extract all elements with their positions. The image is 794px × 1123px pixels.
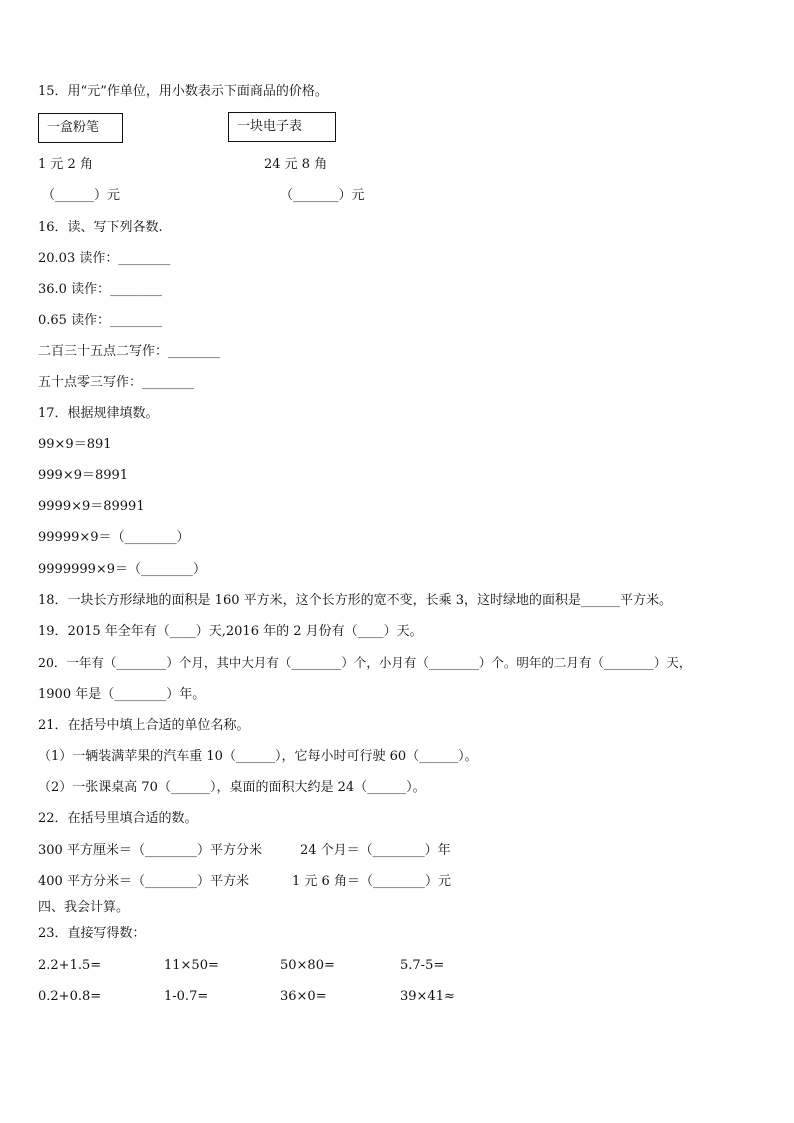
q19-text[interactable]: 19．2015 年全年有（____）天,2016 年的 2 月份有（____）天。 xyxy=(38,624,423,639)
calc-item[interactable]: 11×50= xyxy=(164,958,219,973)
q22-item-3[interactable]: 400 平方分米＝（________）平方米 xyxy=(38,874,249,889)
q16-line-2[interactable]: 36.0 读作：________ xyxy=(38,282,163,297)
q16-line-4[interactable]: 二百三十五点二写作：________ xyxy=(38,344,221,359)
q17-line-3: 9999×9＝89991 xyxy=(38,499,145,514)
q21-line-2[interactable]: （2）一张课桌高 70（______），桌面的面积大约是 24（______）。 xyxy=(38,780,426,795)
calc-item[interactable]: 50×80= xyxy=(280,958,335,973)
q22-item-2[interactable]: 24 个月＝（________）年 xyxy=(300,843,451,858)
q22-item-4[interactable]: 1 元 6 角＝（________）元 xyxy=(292,874,451,889)
calc-item[interactable]: 0.2+0.8= xyxy=(38,989,102,1004)
section-heading: 四、我会计算。 xyxy=(38,900,130,915)
calc-item[interactable]: 2.2+1.5= xyxy=(38,958,102,973)
q20-line-2[interactable]: 1900 年是（________）年。 xyxy=(38,687,206,702)
item-label-watch: 一块电子表 xyxy=(237,119,303,134)
q21-line-1[interactable]: （1）一辆装满苹果的汽车重 10（______），它每小时可行驶 60（______）。 xyxy=(38,749,478,764)
price-chalk: 1 元 2 角 xyxy=(38,157,93,172)
q16-line-3[interactable]: 0.65 读作：________ xyxy=(38,313,163,328)
answer-chalk-blank[interactable]: （______）元 xyxy=(42,188,121,203)
answer-watch-blank[interactable]: （_______）元 xyxy=(280,188,365,203)
q23-title: 23．直接写得数： xyxy=(38,926,146,941)
q18-text[interactable]: 18．一块长方形绿地的面积是 160 平方米，这个长方形的宽不变，长乘 3，这时绿地的面积是______平方米。 xyxy=(38,593,673,608)
item-box-chalk xyxy=(38,113,123,143)
calc-item[interactable]: 1-0.7= xyxy=(164,989,209,1004)
q16-line-1[interactable]: 20.03 读作：________ xyxy=(38,251,171,266)
q17-line-4[interactable]: 99999×9＝（________） xyxy=(38,530,190,545)
q16-line-5[interactable]: 五十点零三写作：________ xyxy=(38,375,195,390)
price-watch: 24 元 8 角 xyxy=(264,157,328,172)
q17-line-5[interactable]: 9999999×9＝（________） xyxy=(38,562,207,577)
q20-line-1[interactable]: 20．一年有（________）个月，其中大月有（________）个，小月有（________）个。明年的二月有（________）天， xyxy=(38,655,692,670)
calc-item[interactable]: 36×0= xyxy=(280,989,327,1004)
q22-title: 22．在括号里填合适的数。 xyxy=(38,811,198,826)
q17-line-1: 99×9＝891 xyxy=(38,437,112,452)
q17-title: 17．根据规律填数。 xyxy=(38,406,159,421)
calc-item[interactable]: 5.7-5= xyxy=(400,958,445,973)
q17-line-2: 999×9＝8991 xyxy=(38,468,129,483)
q15-title: 15．用“元”作单位，用小数表示下面商品的价格。 xyxy=(38,84,328,99)
item-label-chalk: 一盒粉笔 xyxy=(47,120,100,135)
item-box-watch xyxy=(228,112,336,142)
calc-item[interactable]: 39×41≈ xyxy=(400,989,455,1004)
q22-item-1[interactable]: 300 平方厘米＝（________）平方分米 xyxy=(38,843,262,858)
q16-title: 16．读、写下列各数. xyxy=(38,220,163,235)
q21-title: 21．在括号中填上合适的单位名称。 xyxy=(38,718,250,733)
